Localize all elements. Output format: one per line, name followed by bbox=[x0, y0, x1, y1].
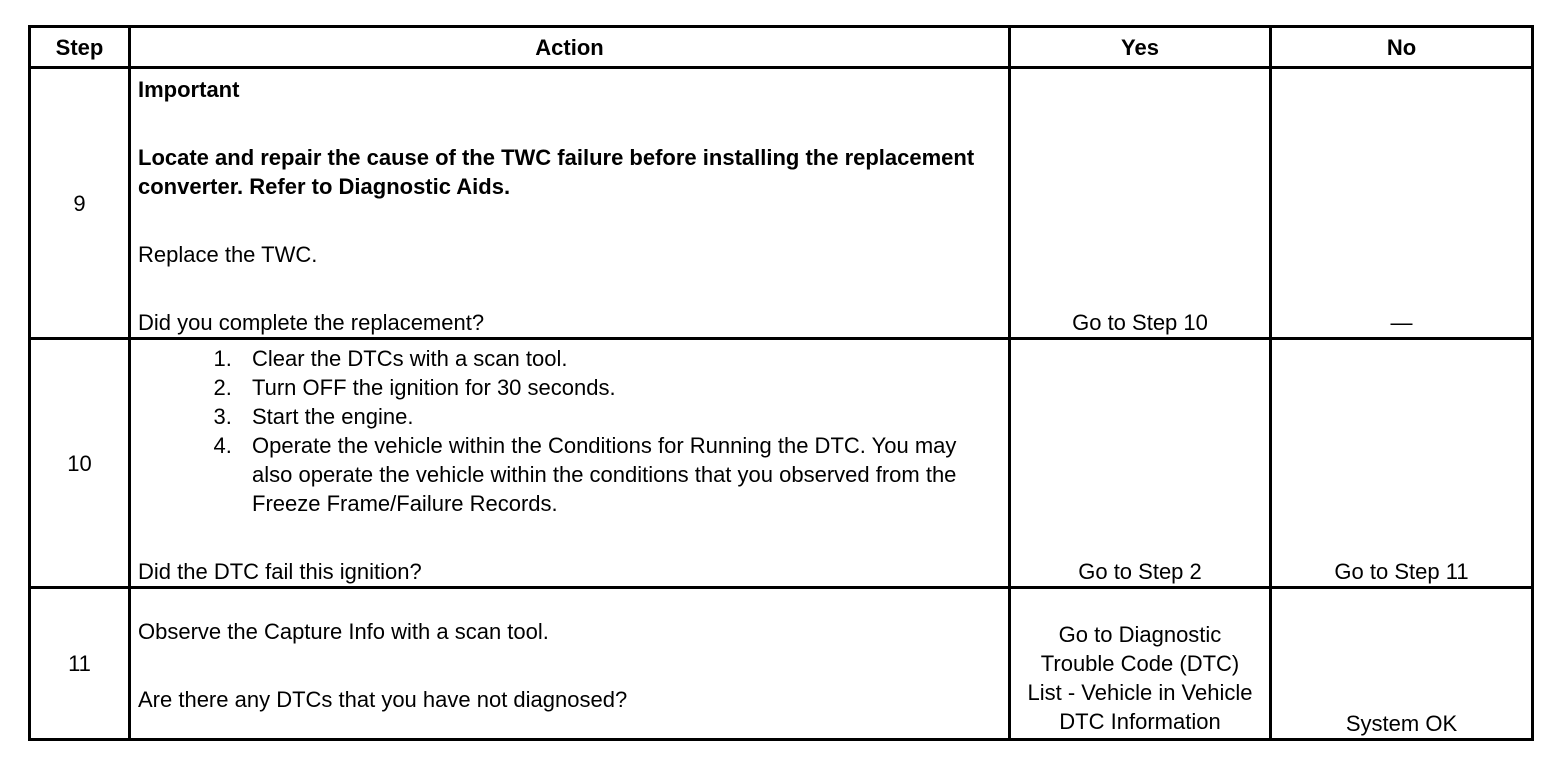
question-text: Are there any DTCs that you have not diagnosed? bbox=[138, 687, 628, 712]
header-step: Step bbox=[30, 27, 130, 68]
header-no: No bbox=[1271, 27, 1533, 68]
yes-cell: Go to Step 2 bbox=[1010, 339, 1271, 588]
list-item: 3. Start the engine. bbox=[238, 402, 1001, 431]
step-number: 9 bbox=[30, 68, 130, 339]
action-cell bbox=[130, 339, 1010, 588]
procedure-list bbox=[138, 344, 1001, 518]
header-action: Action bbox=[130, 27, 1010, 68]
instruction-text: Replace the TWC. bbox=[138, 242, 318, 267]
step-number: 11 bbox=[30, 588, 130, 740]
question-text: Did the DTC fail this ignition? bbox=[138, 559, 422, 584]
action-cell bbox=[130, 588, 1010, 740]
step-number: 10 bbox=[30, 339, 130, 588]
action-cell bbox=[130, 68, 1010, 339]
important-label: Important bbox=[138, 77, 240, 102]
no-cell: System OK bbox=[1271, 588, 1533, 740]
table-row bbox=[30, 68, 1533, 339]
question-text: Did you complete the replacement? bbox=[138, 310, 485, 335]
table-row bbox=[30, 339, 1533, 588]
no-cell: — bbox=[1271, 68, 1533, 339]
table-row bbox=[30, 588, 1533, 740]
header-yes: Yes bbox=[1010, 27, 1271, 68]
no-cell: Go to Step 11 bbox=[1271, 339, 1533, 588]
list-item: 4. Operate the vehicle within the Conditions for Running the DTC. You may also operate the vehicle within the conditions that you observed from the Freeze Frame/Failure Records. bbox=[238, 431, 1001, 518]
instruction-text: Observe the Capture Info with a scan tool. bbox=[138, 619, 549, 644]
list-item: 2. Turn OFF the ignition for 30 seconds. bbox=[238, 373, 1001, 402]
yes-cell: Go to Diagnostic Trouble Code (DTC) List - Vehicle in Vehicle DTC Information bbox=[1010, 588, 1271, 740]
list-item: 1. Clear the DTCs with a scan tool. bbox=[238, 344, 1001, 373]
diagnostic-table bbox=[28, 25, 1534, 741]
header-row bbox=[30, 27, 1533, 68]
yes-cell: Go to Step 10 bbox=[1010, 68, 1271, 339]
important-text: Locate and repair the cause of the TWC failure before installing the replacement converter. Refer to Diagnostic Aids. bbox=[138, 145, 975, 199]
